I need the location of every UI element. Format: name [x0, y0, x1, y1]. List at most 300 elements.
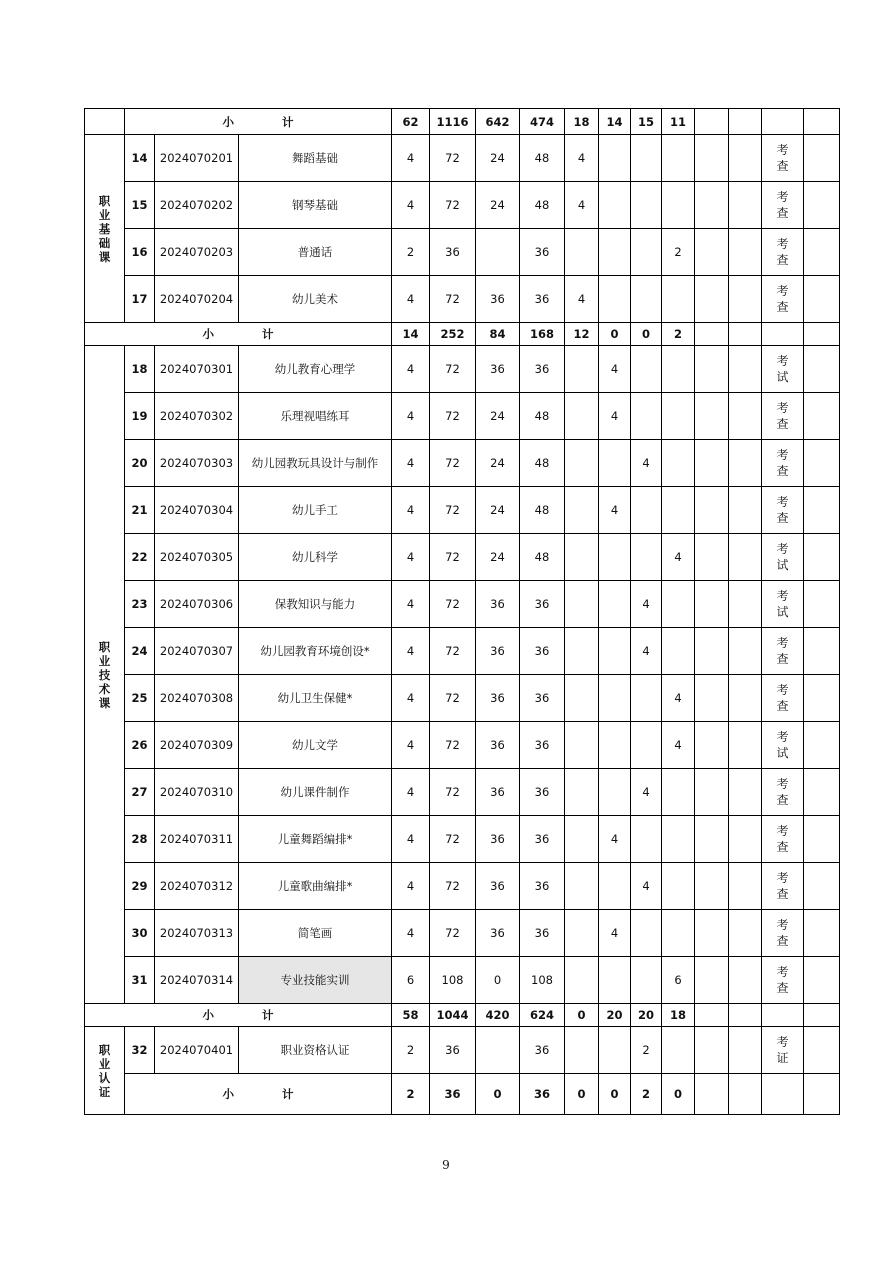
course-number: 31: [125, 957, 155, 1004]
course-number: 29: [125, 863, 155, 910]
credit-cell: 2: [392, 1027, 430, 1074]
semester-4-cell: [662, 628, 695, 675]
credit-cell: 4: [392, 393, 430, 440]
semester-2-cell: [599, 276, 631, 323]
course-name: 幼儿美术: [239, 276, 392, 323]
course-name: 儿童歌曲编排*: [239, 863, 392, 910]
course-code: 2024070301: [155, 346, 239, 393]
subtotal-cell: 0: [662, 1074, 695, 1115]
practice-hours-cell: 48: [520, 182, 565, 229]
exam-type-label: 考查: [776, 237, 789, 267]
course-name: 普通话: [239, 229, 392, 276]
subtotal-cell: 624: [520, 1004, 565, 1027]
semester-6-cell: [729, 182, 762, 229]
subtotal-cell: [762, 109, 804, 135]
semester-1-cell: [565, 346, 599, 393]
semester-6-cell: [729, 135, 762, 182]
practice-hours-cell: 48: [520, 534, 565, 581]
practice-hours-cell: 36: [520, 346, 565, 393]
credit-cell: 4: [392, 816, 430, 863]
semester-3-cell: 4: [631, 440, 662, 487]
practice-hours-cell: 36: [520, 863, 565, 910]
subtotal-cell: [762, 1004, 804, 1027]
semester-2-cell: [599, 440, 631, 487]
total-hours-cell: 36: [430, 1027, 476, 1074]
subtotal-row: [85, 109, 840, 135]
subtotal-cell: [729, 1074, 762, 1115]
course-name: 钢琴基础: [239, 182, 392, 229]
semester-3-cell: 4: [631, 769, 662, 816]
semester-3-cell: [631, 135, 662, 182]
theory-hours-cell: 36: [476, 722, 520, 769]
practice-hours-cell: 36: [520, 675, 565, 722]
theory-hours-cell: 24: [476, 440, 520, 487]
course-code: 2024070312: [155, 863, 239, 910]
course-code: 2024070309: [155, 722, 239, 769]
semester-2-cell: [599, 675, 631, 722]
semester-3-cell: 2: [631, 1027, 662, 1074]
semester-5-cell: [695, 769, 729, 816]
exam-type-cell: [762, 816, 804, 863]
credit-cell: 4: [392, 675, 430, 722]
course-row: [85, 675, 840, 722]
semester-5-cell: [695, 957, 729, 1004]
course-number: 28: [125, 816, 155, 863]
semester-3-cell: 4: [631, 628, 662, 675]
exam-type-cell: [762, 722, 804, 769]
course-row: [85, 276, 840, 323]
course-row: [85, 628, 840, 675]
subtotal-cell: 1044: [430, 1004, 476, 1027]
exam-type-cell: [762, 487, 804, 534]
exam-type-label: 考查: [776, 190, 789, 220]
course-row: [85, 229, 840, 276]
semester-5-cell: [695, 722, 729, 769]
semester-4-cell: [662, 276, 695, 323]
semester-1-cell: 4: [565, 276, 599, 323]
category-cell: [85, 135, 125, 323]
subtotal-cell: 168: [520, 323, 565, 346]
category-cell-empty: [85, 109, 125, 135]
subtotal-cell: [804, 1074, 840, 1115]
practice-hours-cell: 36: [520, 910, 565, 957]
course-name: 幼儿科学: [239, 534, 392, 581]
subtotal-label-char2: 计: [262, 1008, 274, 1022]
subtotal-label-char2: 计: [282, 114, 294, 129]
credit-cell: 4: [392, 722, 430, 769]
credit-cell: 4: [392, 769, 430, 816]
credit-cell: 4: [392, 910, 430, 957]
total-hours-cell: 36: [430, 229, 476, 276]
subtotal-cell: 18: [565, 109, 599, 135]
exam-type-label: 考证: [776, 1035, 789, 1065]
credit-cell: 4: [392, 276, 430, 323]
exam-type-label: 考查: [776, 284, 789, 314]
course-number: 14: [125, 135, 155, 182]
course-number: 30: [125, 910, 155, 957]
semester-3-cell: [631, 393, 662, 440]
semester-4-cell: [662, 816, 695, 863]
subtotal-cell: 62: [392, 109, 430, 135]
remarks-cell: [804, 910, 840, 957]
exam-type-label: 考试: [776, 589, 789, 619]
total-hours-cell: 72: [430, 487, 476, 534]
subtotal-label: [125, 109, 392, 135]
theory-hours-cell: 0: [476, 957, 520, 1004]
subtotal-cell: 0: [565, 1004, 599, 1027]
theory-hours-cell: 36: [476, 910, 520, 957]
semester-1-cell: [565, 910, 599, 957]
category-label: 职业基础课: [98, 193, 111, 264]
exam-type-cell: [762, 957, 804, 1004]
subtotal-cell: 14: [599, 109, 631, 135]
course-name: 幼儿园教育环境创设*: [239, 628, 392, 675]
subtotal-cell: 0: [599, 323, 631, 346]
semester-6-cell: [729, 816, 762, 863]
semester-2-cell: 4: [599, 393, 631, 440]
remarks-cell: [804, 346, 840, 393]
practice-hours-cell: 36: [520, 816, 565, 863]
course-name: 专业技能实训: [239, 957, 392, 1004]
course-number: 32: [125, 1027, 155, 1074]
theory-hours-cell: 24: [476, 393, 520, 440]
subtotal-cell: [762, 1074, 804, 1115]
total-hours-cell: 72: [430, 581, 476, 628]
semester-1-cell: [565, 393, 599, 440]
subtotal-cell: [729, 1004, 762, 1027]
course-code: 2024070313: [155, 910, 239, 957]
remarks-cell: [804, 769, 840, 816]
total-hours-cell: 108: [430, 957, 476, 1004]
practice-hours-cell: 36: [520, 276, 565, 323]
semester-1-cell: 4: [565, 135, 599, 182]
theory-hours-cell: [476, 1027, 520, 1074]
semester-3-cell: [631, 346, 662, 393]
semester-4-cell: 2: [662, 229, 695, 276]
semester-6-cell: [729, 229, 762, 276]
semester-6-cell: [729, 534, 762, 581]
semester-3-cell: [631, 276, 662, 323]
semester-1-cell: [565, 628, 599, 675]
course-name: 幼儿教育心理学: [239, 346, 392, 393]
semester-4-cell: [662, 440, 695, 487]
subtotal-label-char1: 小: [202, 1008, 214, 1022]
semester-3-cell: [631, 722, 662, 769]
subtotal-cell: 12: [565, 323, 599, 346]
course-row: [85, 182, 840, 229]
exam-type-cell: [762, 910, 804, 957]
course-number: 20: [125, 440, 155, 487]
course-name: 简笔画: [239, 910, 392, 957]
semester-4-cell: [662, 863, 695, 910]
semester-6-cell: [729, 722, 762, 769]
subtotal-cell: 84: [476, 323, 520, 346]
subtotal-cell: 252: [430, 323, 476, 346]
semester-3-cell: [631, 957, 662, 1004]
semester-3-cell: [631, 182, 662, 229]
course-code: 2024070307: [155, 628, 239, 675]
semester-4-cell: [662, 581, 695, 628]
semester-4-cell: [662, 135, 695, 182]
course-name: 儿童舞蹈编排*: [239, 816, 392, 863]
course-code: 2024070302: [155, 393, 239, 440]
semester-1-cell: [565, 957, 599, 1004]
exam-type-cell: [762, 863, 804, 910]
exam-type-cell: [762, 628, 804, 675]
page-number: 9: [442, 1158, 450, 1172]
semester-6-cell: [729, 440, 762, 487]
course-row: [85, 863, 840, 910]
course-row: [85, 910, 840, 957]
curriculum-table: [84, 108, 840, 1115]
total-hours-cell: 72: [430, 135, 476, 182]
semester-1-cell: [565, 487, 599, 534]
semester-1-cell: [565, 816, 599, 863]
total-hours-cell: 72: [430, 346, 476, 393]
course-code: 2024070306: [155, 581, 239, 628]
semester-6-cell: [729, 957, 762, 1004]
semester-5-cell: [695, 863, 729, 910]
remarks-cell: [804, 863, 840, 910]
semester-4-cell: [662, 487, 695, 534]
semester-3-cell: 4: [631, 863, 662, 910]
subtotal-cell: 0: [599, 1074, 631, 1115]
theory-hours-cell: 36: [476, 346, 520, 393]
semester-6-cell: [729, 581, 762, 628]
total-hours-cell: 72: [430, 393, 476, 440]
semester-2-cell: [599, 863, 631, 910]
subtotal-label: [85, 323, 392, 346]
semester-2-cell: 4: [599, 487, 631, 534]
exam-type-cell: [762, 534, 804, 581]
semester-4-cell: [662, 1027, 695, 1074]
semester-6-cell: [729, 628, 762, 675]
semester-4-cell: 4: [662, 722, 695, 769]
semester-5-cell: [695, 910, 729, 957]
semester-2-cell: [599, 957, 631, 1004]
subtotal-cell: 2: [392, 1074, 430, 1115]
course-name: 幼儿园教玩具设计与制作: [239, 440, 392, 487]
course-row: [85, 957, 840, 1004]
semester-2-cell: 4: [599, 910, 631, 957]
theory-hours-cell: [476, 229, 520, 276]
course-number: 24: [125, 628, 155, 675]
exam-type-label: 考查: [776, 918, 789, 948]
course-row: [85, 722, 840, 769]
remarks-cell: [804, 816, 840, 863]
course-number: 18: [125, 346, 155, 393]
total-hours-cell: 72: [430, 440, 476, 487]
course-row: [85, 816, 840, 863]
course-name: 职业资格认证: [239, 1027, 392, 1074]
semester-4-cell: [662, 393, 695, 440]
semester-4-cell: 4: [662, 534, 695, 581]
semester-3-cell: [631, 534, 662, 581]
exam-type-label: 考查: [776, 824, 789, 854]
semester-2-cell: [599, 769, 631, 816]
subtotal-cell: 642: [476, 109, 520, 135]
total-hours-cell: 72: [430, 863, 476, 910]
course-code: 2024070308: [155, 675, 239, 722]
total-hours-cell: 72: [430, 675, 476, 722]
course-number: 17: [125, 276, 155, 323]
credit-cell: 4: [392, 628, 430, 675]
subtotal-label-char1: 小: [222, 114, 234, 129]
remarks-cell: [804, 957, 840, 1004]
semester-1-cell: [565, 863, 599, 910]
subtotal-cell: [695, 1004, 729, 1027]
exam-type-label: 考查: [776, 965, 789, 995]
subtotal-cell: 36: [520, 1074, 565, 1115]
total-hours-cell: 72: [430, 722, 476, 769]
semester-1-cell: [565, 440, 599, 487]
course-name: 幼儿课件制作: [239, 769, 392, 816]
remarks-cell: [804, 722, 840, 769]
course-code: 2024070202: [155, 182, 239, 229]
remarks-cell: [804, 440, 840, 487]
course-code: 2024070305: [155, 534, 239, 581]
practice-hours-cell: 36: [520, 581, 565, 628]
exam-type-cell: [762, 135, 804, 182]
course-number: 21: [125, 487, 155, 534]
semester-2-cell: [599, 1027, 631, 1074]
subtotal-label-char2: 计: [262, 327, 274, 341]
total-hours-cell: 72: [430, 910, 476, 957]
total-hours-cell: 72: [430, 534, 476, 581]
theory-hours-cell: 36: [476, 816, 520, 863]
semester-5-cell: [695, 393, 729, 440]
remarks-cell: [804, 675, 840, 722]
subtotal-cell: 420: [476, 1004, 520, 1027]
subtotal-cell: 36: [430, 1074, 476, 1115]
practice-hours-cell: 108: [520, 957, 565, 1004]
semester-6-cell: [729, 487, 762, 534]
semester-1-cell: 4: [565, 182, 599, 229]
subtotal-cell: [695, 109, 729, 135]
subtotal-cell: [804, 323, 840, 346]
course-name: 舞蹈基础: [239, 135, 392, 182]
exam-type-label: 考查: [776, 495, 789, 525]
subtotal-row: [85, 1004, 840, 1027]
semester-3-cell: [631, 675, 662, 722]
course-number: 22: [125, 534, 155, 581]
theory-hours-cell: 36: [476, 276, 520, 323]
semester-2-cell: [599, 135, 631, 182]
semester-2-cell: [599, 182, 631, 229]
theory-hours-cell: 24: [476, 135, 520, 182]
semester-3-cell: [631, 910, 662, 957]
exam-type-label: 考试: [776, 542, 789, 572]
course-name: 幼儿手工: [239, 487, 392, 534]
course-row: [85, 346, 840, 393]
theory-hours-cell: 24: [476, 487, 520, 534]
semester-5-cell: [695, 628, 729, 675]
subtotal-cell: 20: [631, 1004, 662, 1027]
remarks-cell: [804, 135, 840, 182]
credit-cell: 6: [392, 957, 430, 1004]
course-row: [85, 487, 840, 534]
category-label: 职业技术课: [98, 639, 111, 710]
semester-4-cell: [662, 910, 695, 957]
semester-5-cell: [695, 276, 729, 323]
total-hours-cell: 72: [430, 276, 476, 323]
total-hours-cell: 72: [430, 769, 476, 816]
semester-1-cell: [565, 534, 599, 581]
course-number: 23: [125, 581, 155, 628]
remarks-cell: [804, 581, 840, 628]
exam-type-label: 考查: [776, 401, 789, 431]
course-number: 26: [125, 722, 155, 769]
subtotal-label: [125, 1074, 392, 1115]
subtotal-cell: 0: [476, 1074, 520, 1115]
semester-6-cell: [729, 863, 762, 910]
subtotal-cell: [729, 323, 762, 346]
semester-4-cell: 6: [662, 957, 695, 1004]
subtotal-cell: 15: [631, 109, 662, 135]
practice-hours-cell: 36: [520, 229, 565, 276]
theory-hours-cell: 36: [476, 769, 520, 816]
remarks-cell: [804, 276, 840, 323]
semester-1-cell: [565, 675, 599, 722]
subtotal-cell: [695, 323, 729, 346]
subtotal-cell: [804, 1004, 840, 1027]
semester-5-cell: [695, 534, 729, 581]
exam-type-cell: [762, 440, 804, 487]
semester-3-cell: [631, 487, 662, 534]
subtotal-label-char1: 小: [202, 327, 214, 341]
remarks-cell: [804, 534, 840, 581]
semester-5-cell: [695, 440, 729, 487]
semester-4-cell: [662, 769, 695, 816]
exam-type-label: 考查: [776, 871, 789, 901]
semester-3-cell: 4: [631, 581, 662, 628]
exam-type-cell: [762, 581, 804, 628]
semester-2-cell: [599, 722, 631, 769]
exam-type-cell: [762, 182, 804, 229]
course-row: [85, 135, 840, 182]
theory-hours-cell: 36: [476, 628, 520, 675]
credit-cell: 4: [392, 346, 430, 393]
remarks-cell: [804, 182, 840, 229]
subtotal-row: [85, 323, 840, 346]
course-row: [85, 581, 840, 628]
semester-1-cell: [565, 1027, 599, 1074]
subtotal-cell: 2: [631, 1074, 662, 1115]
course-code: 2024070314: [155, 957, 239, 1004]
semester-2-cell: [599, 229, 631, 276]
semester-5-cell: [695, 581, 729, 628]
semester-1-cell: [565, 229, 599, 276]
semester-6-cell: [729, 769, 762, 816]
exam-type-cell: [762, 229, 804, 276]
course-code: 2024070310: [155, 769, 239, 816]
semester-2-cell: 4: [599, 346, 631, 393]
semester-2-cell: [599, 628, 631, 675]
subtotal-label: [85, 1004, 392, 1027]
credit-cell: 2: [392, 229, 430, 276]
course-number: 27: [125, 769, 155, 816]
semester-6-cell: [729, 1027, 762, 1074]
exam-type-cell: [762, 769, 804, 816]
course-code: 2024070201: [155, 135, 239, 182]
course-row: [85, 769, 840, 816]
semester-2-cell: 4: [599, 816, 631, 863]
exam-type-cell: [762, 675, 804, 722]
course-name: 乐理视唱练耳: [239, 393, 392, 440]
semester-5-cell: [695, 816, 729, 863]
semester-5-cell: [695, 487, 729, 534]
semester-5-cell: [695, 346, 729, 393]
